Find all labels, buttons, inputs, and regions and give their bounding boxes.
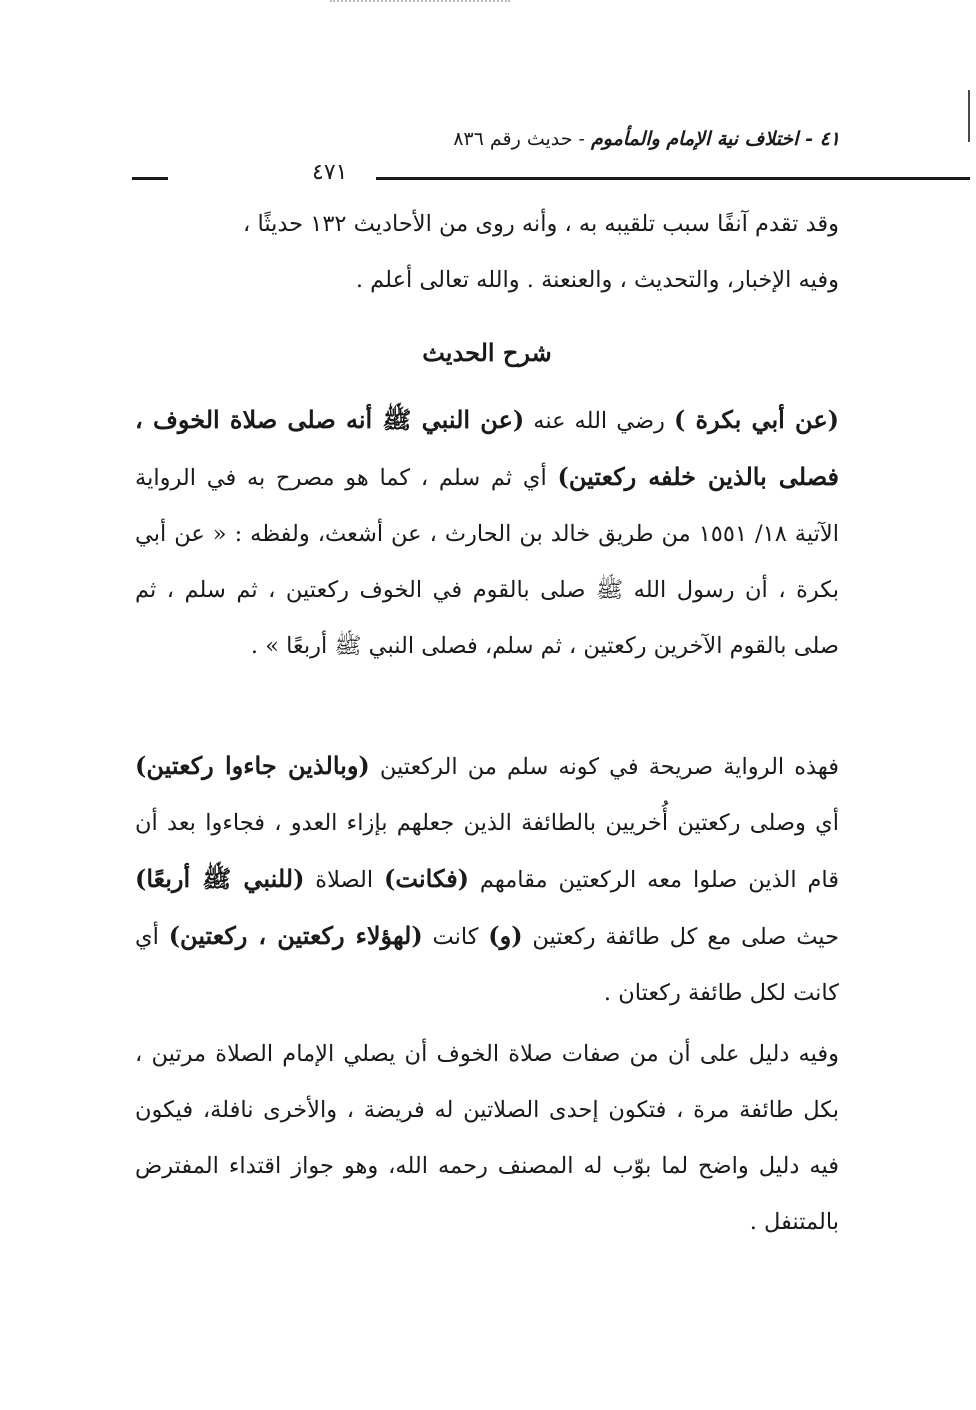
- body-text: الصلاة: [304, 867, 385, 893]
- body-text: فهذه الرواية صريحة في كونه سلم من الركعتين: [369, 754, 839, 780]
- body-text: أي ثم سلم ، كما هو مصرح به في الرواية الآتية ١٨/ ١٥٥١ من طريق خالد بن الحارث ، عن أشعث، ولفظه : « عن أبي بكرة ، أن رسول الله ﷺ صلى بالقوم في الخوف ركعتين ، ثم سلم ، ثم صلى بالقوم الآخرين ركعتين ، ثم سلم، فصلى النبي ﷺ أربعًا » .: [135, 465, 840, 659]
- page-number: ٤٧١: [312, 160, 348, 185]
- commentary-paragraph-2: [135, 738, 839, 1021]
- running-header: [132, 128, 840, 158]
- quoted-text: (لهؤلاء ركعتين ، ركعتين): [168, 921, 423, 950]
- scan-edge-mark: [968, 90, 970, 142]
- page-number-rule: [132, 177, 168, 180]
- commentary-paragraph-3: [135, 1026, 839, 1250]
- scan-artifact: [330, 0, 510, 10]
- body-text: حيث صلى مع كل طائفة ركعتين: [522, 924, 839, 950]
- intro-line-2: وفيه الإخبار، والتحديث ، والعنعنة . والله تعالى أعلم .: [355, 267, 839, 293]
- body-text: وفيه دليل على أن من صفات صلاة الخوف أن يصلي الإمام الصلاة مرتين ، بكل طائفة مرة ، فتكون إحدى الصلاتين له فريضة ، والأخرى نافلة، فيكون فيه دليل واضح لما بوّب له المصنف رحمه الله، وهو جواز اقتداء المفترض بالمتنفل .: [135, 1041, 839, 1235]
- quoted-text: (للنبي ﷺ أربعًا): [135, 864, 305, 893]
- chapter-title: ٤١ - اختلاف نية الإمام والمأموم: [591, 128, 840, 150]
- commentary-paragraph-1: [135, 392, 839, 674]
- body-text: أي وصلى ركعتين أُخريين بالطائفة الذين جعلهم بإزاء العدو ، فجاءوا بعد أن قام الذين صلوا معه الركعتين مقامهم: [135, 810, 840, 893]
- quoted-text: (و): [488, 921, 523, 950]
- hadith-number: - حديث رقم ٨٣٦: [453, 128, 585, 150]
- quoted-text: (وبالذين جاءوا ركعتين): [135, 751, 370, 780]
- body-text: رضي الله عنه: [524, 408, 674, 434]
- section-title: شرح الحديث: [422, 338, 552, 367]
- quoted-text: (فكانت): [384, 864, 470, 893]
- body-text: كانت: [422, 924, 489, 950]
- intro-line-1: وقد تقدم آنفًا سبب تلقيبه به ، وأنه روى من الأحاديث ١٣٢ حديثًا ،: [243, 211, 839, 237]
- quoted-text: (عن أبي بكرة ): [673, 405, 839, 434]
- intro-paragraph: [135, 196, 839, 308]
- header-rule: [376, 177, 970, 180]
- page-number-row: [132, 160, 840, 190]
- body-text: أي كانت لكل طائفة ركعتان .: [135, 924, 839, 1006]
- quoted-text: (عن النبي ﷺ أنه صلى صلاة الخوف ، فصلى بالذين خلفه ركعتين): [135, 405, 839, 491]
